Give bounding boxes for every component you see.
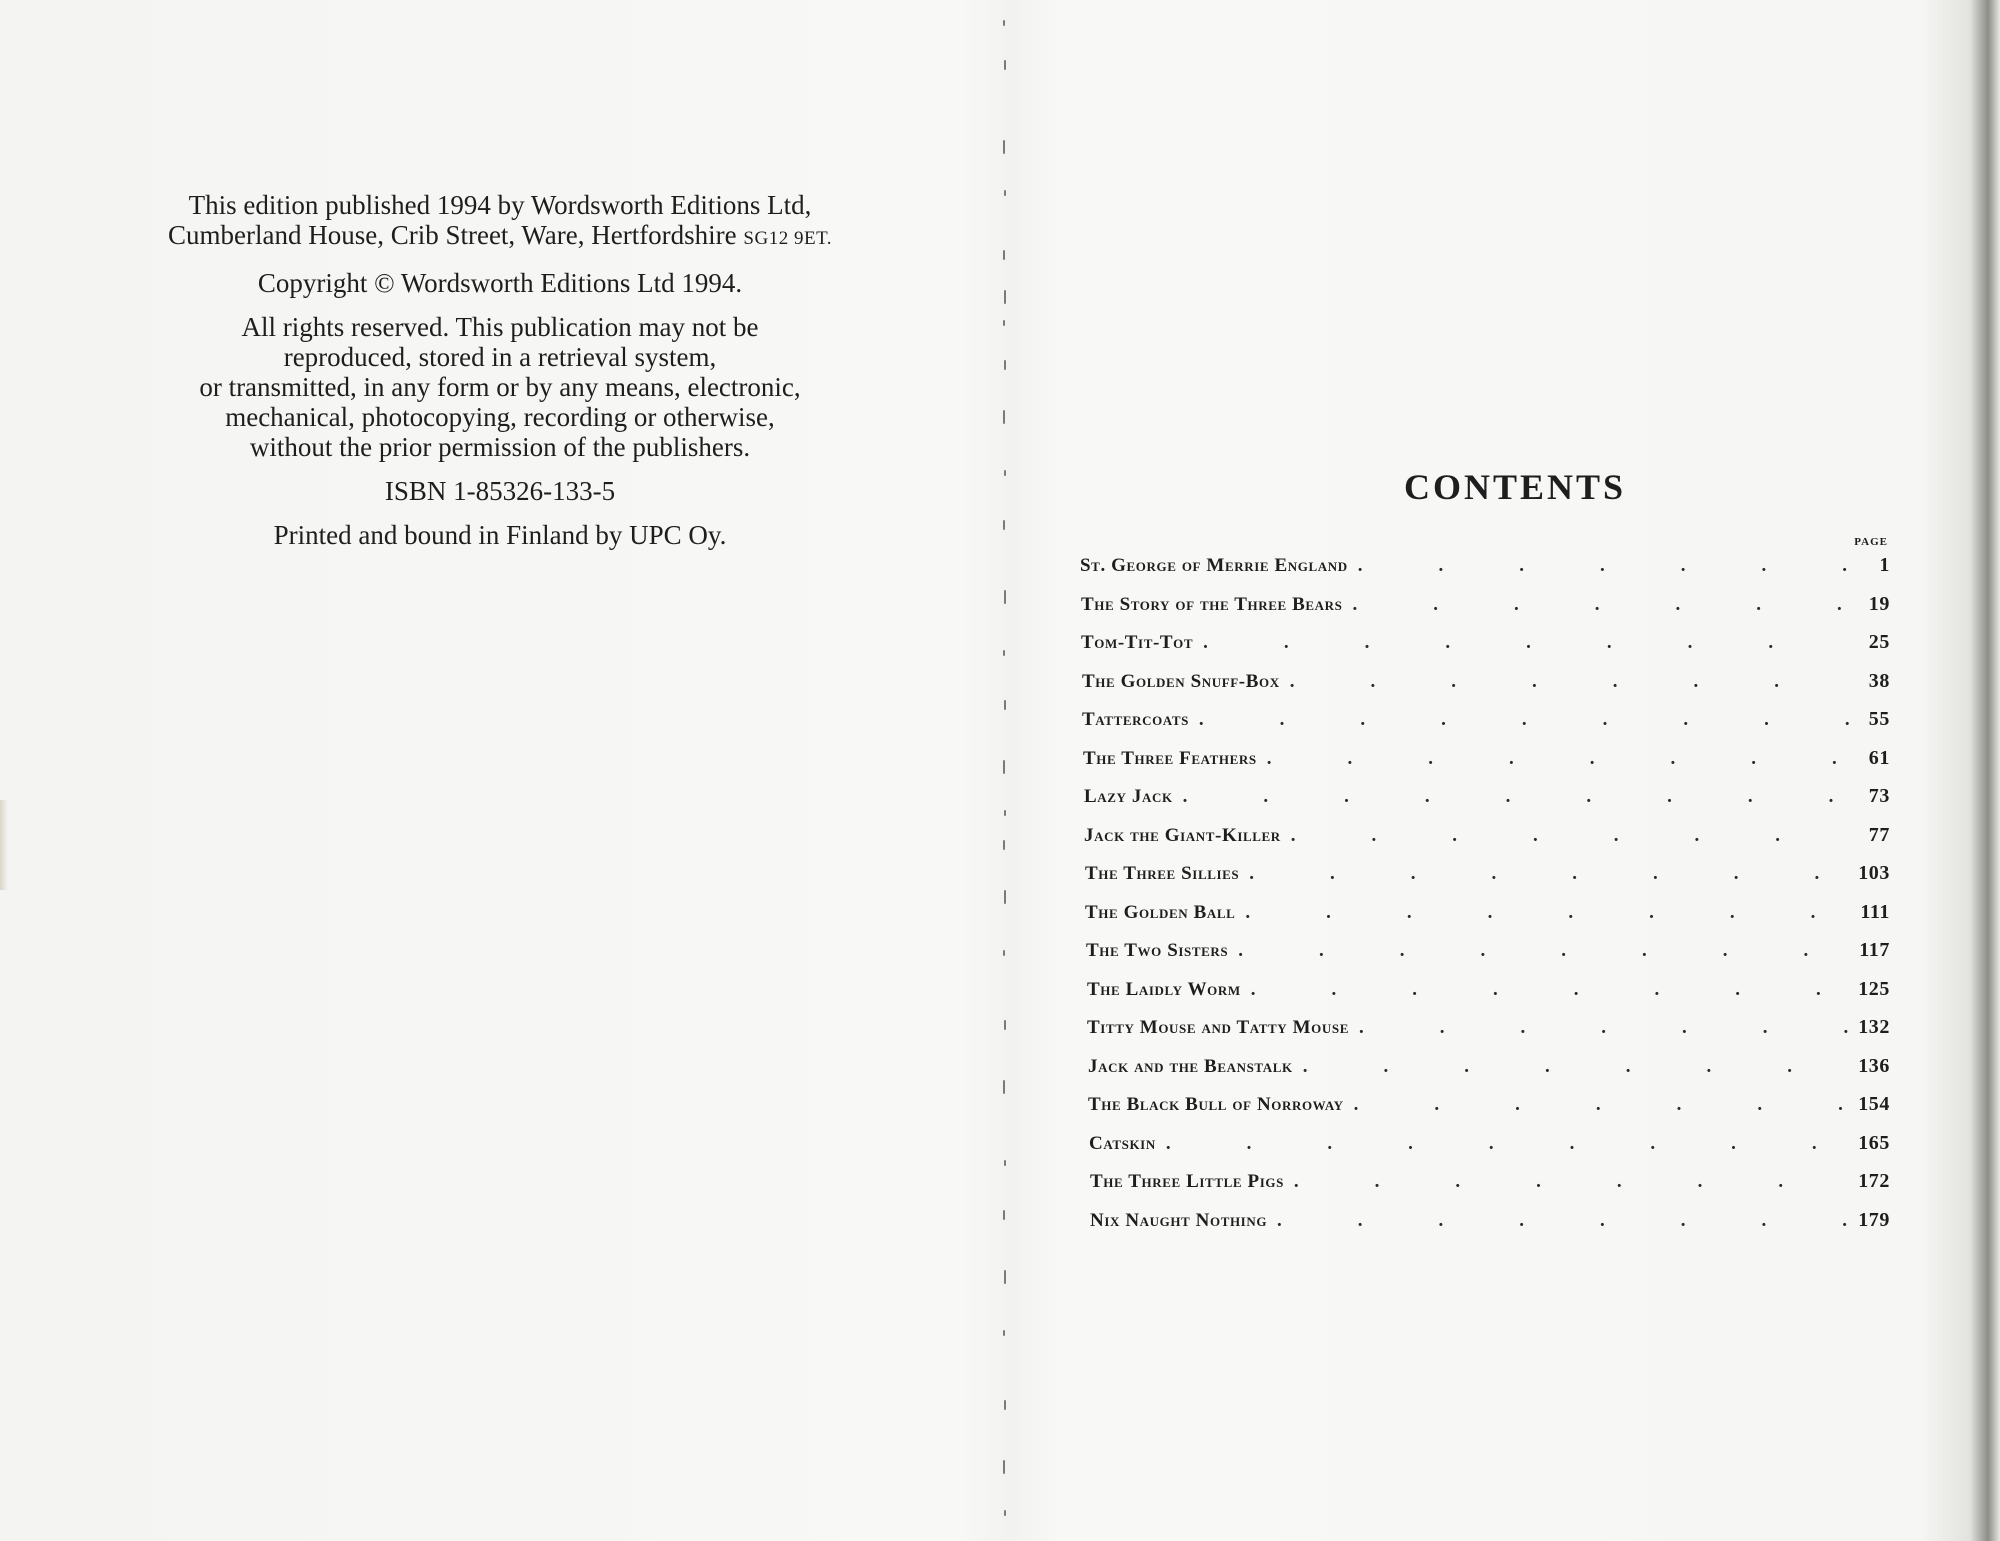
contents-entry-page: 172 <box>1858 1170 1890 1192</box>
contents-entry-title: St. George of Merrie England <box>1080 555 1348 576</box>
contents-entry-page: 154 <box>1858 1093 1890 1115</box>
contents-page <box>1080 462 1890 1247</box>
rights-line-1: All rights reserved. This publication may not be <box>241 312 759 342</box>
rights-line-4: mechanical, photocopying, recording or otherwise, <box>225 402 775 432</box>
contents-entry-page: 19 <box>1868 592 1890 615</box>
copyright-line: Copyright © Wordsworth Editions Ltd 1994. <box>257 268 743 298</box>
dot-leader <box>1358 555 1850 577</box>
rights-line-3: or transmitted, in any form or by any means, electronic, <box>199 372 801 402</box>
contents-entry <box>1080 554 1890 593</box>
contents-entry <box>1080 1170 1890 1209</box>
contents-entry-page: 111 <box>1860 900 1890 923</box>
postcode: SG12 9ET. <box>743 228 833 249</box>
contents-entry-page: 73 <box>1868 785 1890 807</box>
gutter-speck <box>1004 700 1006 710</box>
rights-paragraph <box>120 312 880 462</box>
contents-entry <box>1080 1132 1890 1171</box>
contents-entry-title: The Golden Snuff-Box <box>1082 670 1280 692</box>
contents-entry-title: Tattercoats <box>1082 709 1189 730</box>
contents-entry <box>1080 785 1890 824</box>
gutter-speck <box>1003 520 1005 530</box>
dot-leader <box>1238 940 1850 962</box>
gutter-speck <box>1003 1210 1005 1220</box>
contents-entry <box>1080 593 1890 632</box>
dot-leader <box>1203 632 1850 654</box>
contents-entry <box>1080 901 1890 940</box>
contents-entry <box>1080 978 1890 1017</box>
gutter-speck <box>1004 1160 1006 1166</box>
gutter-speck <box>1004 360 1006 370</box>
dot-leader <box>1290 671 1850 693</box>
contents-entry <box>1080 670 1890 709</box>
contents-entry <box>1080 939 1890 978</box>
contents-entry-title: The Three Feathers <box>1083 747 1257 769</box>
book-gutter <box>1003 0 1007 1541</box>
gutter-speck <box>1003 950 1005 956</box>
isbn-line: ISBN 1-85326-133-5 <box>384 476 616 506</box>
rights-line-2: reproduced, stored in a retrieval system, <box>283 342 717 372</box>
contents-entry <box>1080 824 1890 863</box>
contents-entry-page: 25 <box>1868 631 1890 653</box>
gutter-speck <box>1004 290 1006 304</box>
contents-entry-title: Lazy Jack <box>1084 786 1173 807</box>
rights-line-5: without the prior permission of the publishers. <box>249 432 751 462</box>
contents-entry <box>1080 1055 1890 1094</box>
gutter-speck <box>1003 1330 1005 1336</box>
publisher-line-2 <box>120 220 880 254</box>
gutter-speck <box>1004 1510 1006 1516</box>
gutter-speck <box>1004 190 1006 196</box>
dot-leader <box>1166 1133 1850 1155</box>
contents-entry-page: 61 <box>1868 746 1890 769</box>
contents-entry-page: 136 <box>1858 1054 1890 1077</box>
contents-entry <box>1080 747 1890 786</box>
dot-leader <box>1303 1056 1850 1078</box>
gutter-speck <box>1003 650 1005 656</box>
contents-entry-page: 132 <box>1858 1016 1890 1038</box>
gutter-speck <box>1003 410 1005 424</box>
dot-leader <box>1245 902 1850 924</box>
gutter-speck <box>1003 760 1005 774</box>
publisher-line-1: This edition published 1994 by Wordsworth Editions Ltd, <box>188 190 812 220</box>
contents-entry-title: The Black Bull of Norroway <box>1088 1094 1344 1115</box>
contents-entry-title: The Two Sisters <box>1086 940 1229 961</box>
contents-heading: CONTENTS <box>1403 467 1627 507</box>
gutter-speck <box>1003 840 1005 850</box>
contents-entry-page: 77 <box>1868 823 1890 846</box>
contents-entry-title: Catskin <box>1089 1132 1156 1154</box>
contents-entry <box>1080 1016 1890 1055</box>
contents-entry-title: The Three Little Pigs <box>1090 1171 1284 1192</box>
dot-leader <box>1352 594 1850 616</box>
dot-leader <box>1294 1171 1850 1193</box>
page-column-label: PAGE <box>1854 536 1888 548</box>
dot-leader <box>1291 825 1850 847</box>
contents-entry-title: The Laidly Worm <box>1087 978 1241 1000</box>
contents-entry <box>1080 708 1890 747</box>
dot-leader <box>1354 1094 1850 1116</box>
dot-leader <box>1277 1210 1850 1232</box>
gutter-speck <box>1003 1460 1005 1474</box>
gutter-speck <box>1004 890 1006 904</box>
contents-entry-title: Titty Mouse and Tatty Mouse <box>1087 1017 1349 1038</box>
dot-leader <box>1249 863 1850 885</box>
contents-entry-page: 179 <box>1858 1208 1890 1231</box>
dot-leader <box>1199 709 1850 731</box>
contents-entry-title: Jack and the Beanstalk <box>1088 1055 1293 1077</box>
contents-entry-title: The Three Sillies <box>1085 863 1240 884</box>
contents-entry-title: The Story of the Three Bears <box>1081 593 1343 615</box>
printer-line: Printed and bound in Finland by UPC Oy. <box>273 520 727 550</box>
gutter-speck <box>1004 470 1006 476</box>
gutter-speck <box>1003 140 1005 154</box>
contents-entry-page: 1 <box>1879 554 1890 576</box>
contents-entry <box>1080 1093 1890 1132</box>
contents-entry-title: Tom-Tit-Tot <box>1081 632 1194 653</box>
gutter-speck <box>1003 20 1005 26</box>
gutter-speck <box>1003 250 1005 260</box>
gutter-speck <box>1004 810 1006 816</box>
contents-entry-page: 117 <box>1859 939 1890 961</box>
contents-entry <box>1080 1209 1890 1248</box>
copyright-page <box>120 190 880 564</box>
gutter-speck <box>1004 1020 1006 1030</box>
contents-entry-page: 125 <box>1858 977 1890 1000</box>
gutter-speck <box>1004 60 1006 70</box>
gutter-speck <box>1004 590 1006 604</box>
contents-entry <box>1080 631 1890 670</box>
page-edge-stain <box>0 800 8 890</box>
gutter-speck <box>1003 1080 1005 1094</box>
dot-leader <box>1267 748 1850 770</box>
contents-entry-title: Jack the Giant-Killer <box>1084 824 1281 846</box>
gutter-speck <box>1004 1270 1006 1284</box>
gutter-speck <box>1004 1400 1006 1410</box>
contents-entry-page: 38 <box>1868 669 1890 692</box>
publisher-address: Cumberland House, Crib Street, Ware, Hertfordshire <box>167 220 737 250</box>
dot-leader <box>1183 786 1850 808</box>
contents-entry-page: 55 <box>1868 708 1890 730</box>
contents-entry-title: The Golden Ball <box>1085 901 1236 923</box>
contents-entry-title: Nix Naught Nothing <box>1090 1209 1268 1231</box>
gutter-speck <box>1003 320 1005 326</box>
contents-entry <box>1080 862 1890 901</box>
dot-leader <box>1359 1017 1850 1039</box>
dot-leader <box>1251 979 1850 1001</box>
contents-list <box>1080 554 1890 1247</box>
publisher-paragraph <box>120 190 880 254</box>
contents-entry-page: 165 <box>1858 1131 1890 1154</box>
contents-entry-page: 103 <box>1858 862 1890 884</box>
